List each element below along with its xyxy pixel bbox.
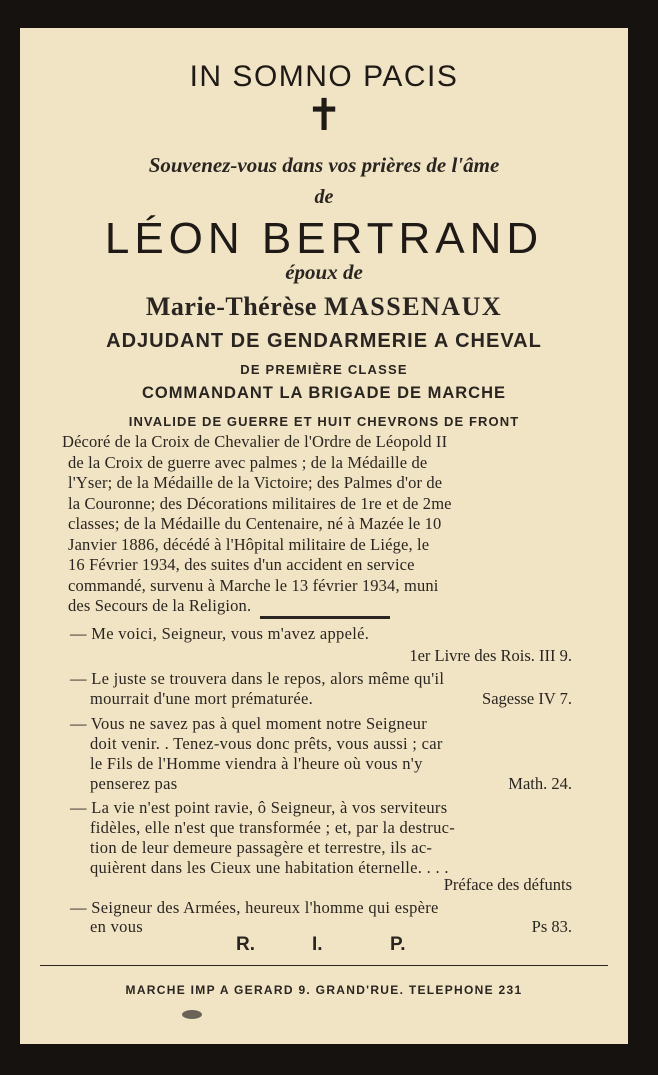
quote-source: 1er Livre des Rois. III 9.	[409, 646, 572, 665]
bio-line: des Secours de la Religion.	[68, 596, 252, 615]
memorial-card	[20, 28, 628, 1044]
bio-line: Décoré de la Croix de Chevalier de l'Ordre de Léopold II	[62, 432, 448, 451]
quote-source: Math. 24.	[508, 774, 572, 793]
invalid-line: INVALIDE DE GUERRE ET HUIT CHEVRONS DE FRONT	[128, 414, 520, 429]
divider	[260, 616, 390, 619]
remember-line: Souvenez-vous dans vos prières de l'âme	[148, 153, 500, 177]
quote-source: Sagesse IV 7.	[482, 689, 572, 708]
bio-line: de la Croix de guerre avec palmes ; de la Médaille de	[68, 453, 428, 472]
spouse-last-name: MASSENAUX	[323, 292, 503, 321]
command-line: COMMANDANT LA BRIGADE DE MARCHE	[141, 384, 507, 402]
quote-line: — Le juste se trouvera dans le repos, alors même qu'il	[70, 669, 445, 688]
rip-letter: I.	[312, 934, 323, 955]
rank-line: ADJUDANT DE GENDARMERIE A CHEVAL	[106, 330, 542, 352]
quote-line: doit venir. . Tenez-vous donc prêts, vous aussi ; car	[90, 734, 443, 753]
card-title: IN SOMNO PACIS	[189, 60, 459, 93]
quote-line: quièrent dans les Cieux une habitation éternelle. . . .	[90, 858, 449, 877]
quote-line: — Me voici, Seigneur, vous m'avez appelé.	[70, 624, 370, 643]
quote-line: en vous	[90, 917, 143, 936]
quote-line: — La vie n'est point ravie, ô Seigneur, à vos serviteurs	[70, 798, 448, 817]
cross-icon: ✝	[305, 90, 343, 141]
class-line: DE PREMIÈRE CLASSE	[240, 362, 408, 377]
bio-line: classes; de la Médaille du Centenaire, né à Mazée le 10	[68, 514, 442, 533]
rip-letter: P.	[390, 934, 406, 955]
de-line: de	[314, 186, 334, 208]
printer-line: MARCHE IMP A GERARD 9. GRAND'RUE. TELEPHONE 231	[125, 983, 523, 997]
bio-line: l'Yser; de la Médaille de la Victoire; des Palmes d'or de	[68, 473, 443, 492]
bio-line: la Couronne; des Décorations militaires de 1re et de 2me	[68, 494, 452, 513]
bio-line: 16 Février 1934, des suites d'un accident en service	[68, 555, 415, 574]
epoux-line: époux de	[285, 260, 363, 284]
deceased-name: LÉON BERTRAND	[104, 214, 544, 263]
spouse-name	[20, 292, 628, 322]
spouse-first-name: Marie-Thérèse	[145, 292, 324, 321]
printer-mark-icon	[182, 1010, 202, 1019]
rip-letter: R.	[236, 934, 255, 955]
quote-line: — Seigneur des Armées, heureux l'homme qui espère	[70, 898, 439, 917]
quote-line: mourrait d'une mort prématurée.	[90, 689, 314, 708]
quote-line: le Fils de l'Homme viendra à l'heure où vous n'y	[90, 754, 423, 773]
quote-source: Ps 83.	[531, 917, 572, 936]
quote-line: — Vous ne savez pas à quel moment notre Seigneur	[70, 714, 428, 733]
bottom-rule	[40, 965, 608, 966]
quote-source: Préface des défunts	[443, 875, 572, 894]
quote-line: fidèles, elle n'est que transformée ; et, par la destruc-	[90, 818, 456, 837]
bio-line: Janvier 1886, décédé à l'Hôpital militaire de Liége, le	[68, 535, 430, 554]
bio-line: commandé, survenu à Marche le 13 février 1934, muni	[68, 576, 439, 595]
quote-line: tion de leur demeure passagère et terrestre, ils ac-	[90, 838, 433, 857]
quote-line: penserez pas	[90, 774, 178, 793]
